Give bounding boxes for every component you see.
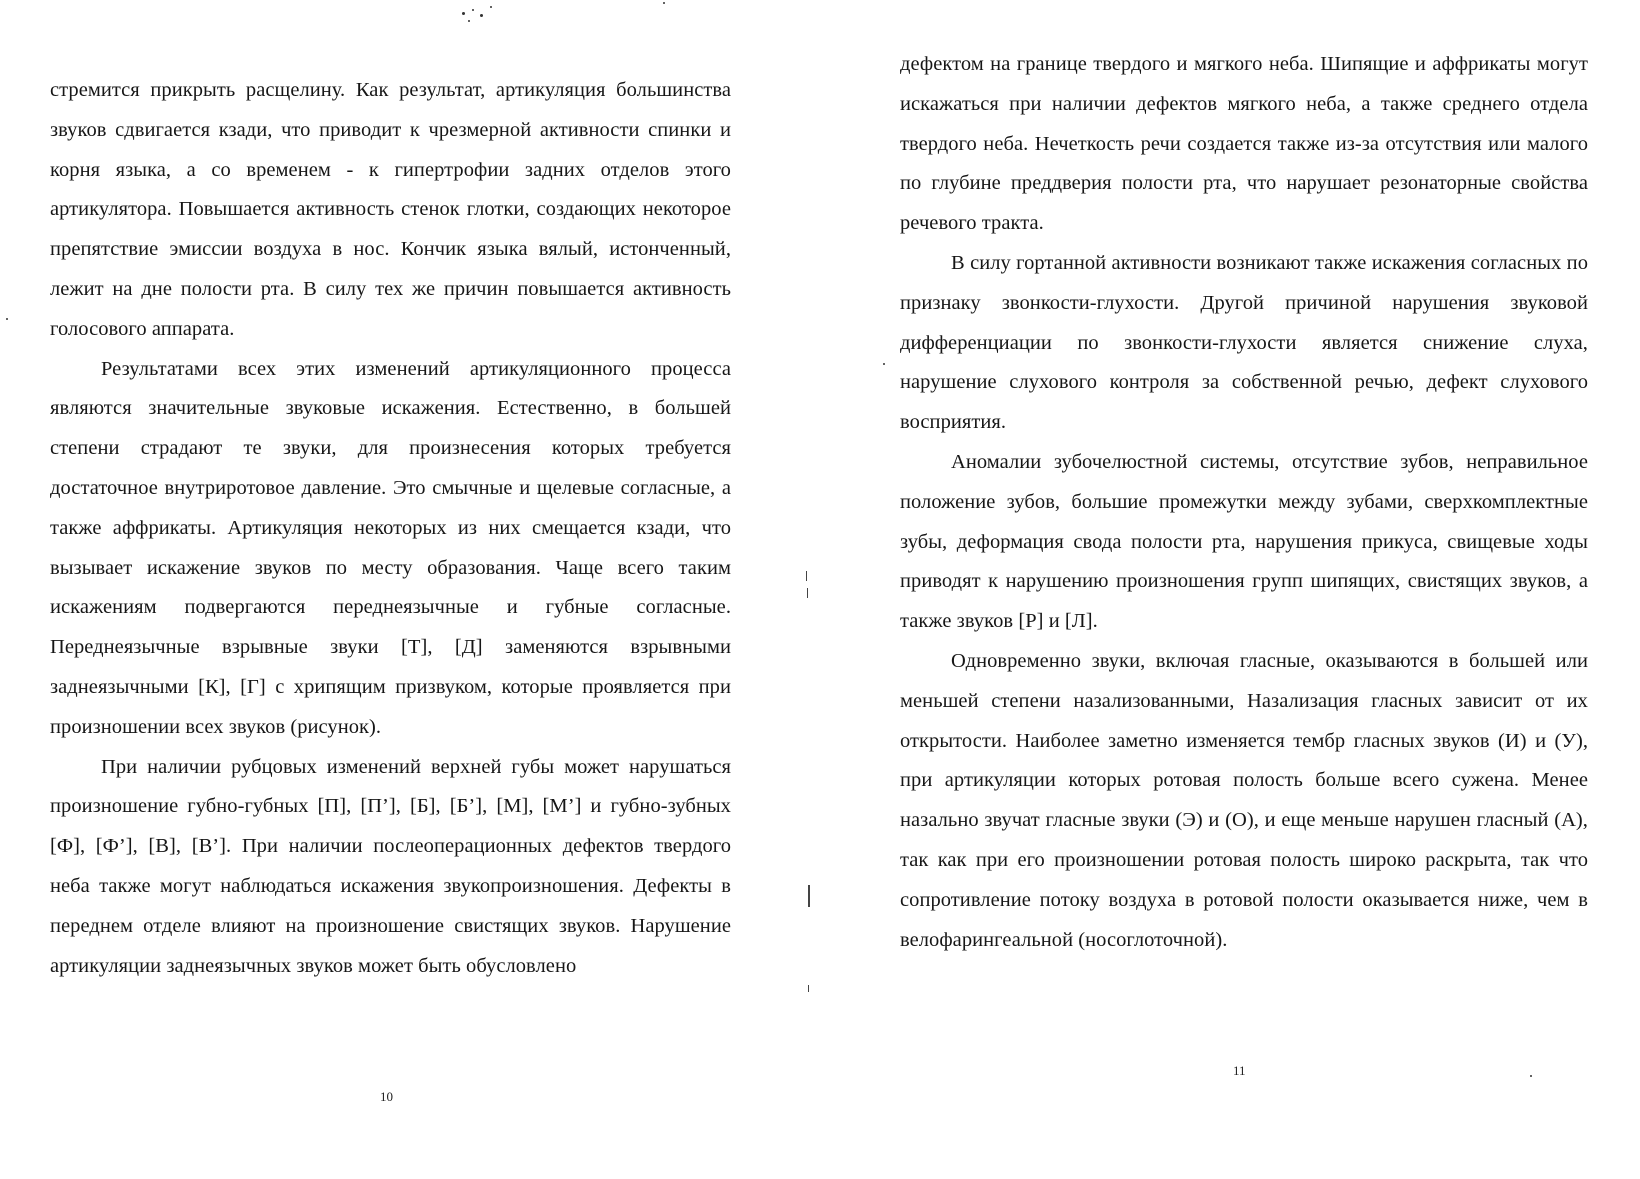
scan-speck [468,20,470,22]
left-page-text [50,71,731,986]
scan-mark [807,588,808,598]
paragraph: стремится прикрыть расщелину. Как результат, артикуляция большинства звуков сдвигается кзади, что приводит к чрезмерной активности спинки и корня языка, а со временем - к гипертрофии задних отделов этого артикулятора. Повышается активность стенок глотки, создающих некоторое препятствие эмиссии воздуха в нос. Кончик языка вялый, истонченный, лежит на дне полости рта. В силу тех же причин повышается активность голосового аппарата. [50,79,731,340]
paragraph: При наличии рубцовых изменений верхней губы может нарушаться произношение губно-губных [П], [П’], [Б], [Б’], [М], [М’] и губно-зубных [Ф], [Ф’], [В], [В’]. При наличии послеоперационных дефектов твердого неба также могут наблюдаться искажения звукопроизношения. Дефекты в переднем отделе влияют на произношение свистящих звуков. Нарушение артикуляции заднеязычных звуков может быть обусловлено [50,755,731,977]
scan-speck [462,12,465,15]
page-number: 11 [1233,1063,1246,1078]
paragraph: дефектом на границе твердого и мягкого неба. Шипящие и аффрикаты могут искажаться при наличии дефектов мягкого неба, а также среднего отдела твердого неба. Нечеткость речи создается также из-за отсутствия или малого по глубине преддверия полости рта, что нарушает резонаторные свойства речевого тракта. [900,53,1588,235]
scan-speck [480,14,483,17]
paragraph: Результатами всех этих изменений артикуляционного процесса являются значительные звуковые искажения. Естественно, в большей степени страдают те звуки, для произнесения которых требуется достаточное внутриротовое давление. Это смычные и щелевые согласные, а также аффрикаты. Артикуляция некоторых из них смещается кзади, что вызывает искажение звуков по месту образования. Чаще всего таким искажениям подвергаются переднеязычные и губные согласные. Переднеязычные взрывные звуки [Т], [Д] заменяются взрывными заднеязычными [К], [Г] с хрипящим призвуком, которые проявляется при произношении всех звуков (рисунок). [50,357,731,738]
paragraph: В силу гортанной активности возникают также искажения согласных по признаку звонкости-глухости. Другой причиной нарушения звуковой дифференциации по звонкости-глухости является снижение слуха, нарушение слухового контроля за собственной речью, дефект слухового восприятия. [900,251,1588,434]
scan-mark [808,885,810,907]
right-page-text [900,45,1588,960]
scan-speck [883,363,885,365]
page-number: 10 [380,1089,393,1104]
paragraph: Одновременно звуки, включая гласные, оказываются в большей или меньшей степени назализованными, Назализация гласных зависит от их открытости. Наиболее заметно изменяется тембр гласных звуков (И) и (У), при артикуляции которых ротовая полость больше всего сужена. Менее назально звучат гласные звуки (Э) и (О), и еще меньше нарушен гласный (А), так как при его произношении ротовая полость широко раскрыта, так что сопротивление потоку воздуха в ротовой полости оказывается ниже, чем в велофарингеальной (носоглоточной). [900,649,1588,951]
scan-speck [6,318,8,320]
paragraph: Аномалии зубочелюстной системы, отсутствие зубов, неправильное положение зубов, большие промежутки между зубами, сверхкомплектные зубы, деформация свода полости рта, нарушения прикуса, свищевые ходы приводят к нарушению произношения групп шипящих, свистящих звуков, а также звуков [Р] и [Л]. [900,450,1588,633]
scan-mark [808,985,809,992]
scan-speck [490,6,492,8]
right-page [820,0,1640,1179]
scan-speck [472,9,474,11]
scan-mark [806,571,807,581]
scan-speck [663,2,665,4]
scan-speck [1530,1075,1532,1077]
